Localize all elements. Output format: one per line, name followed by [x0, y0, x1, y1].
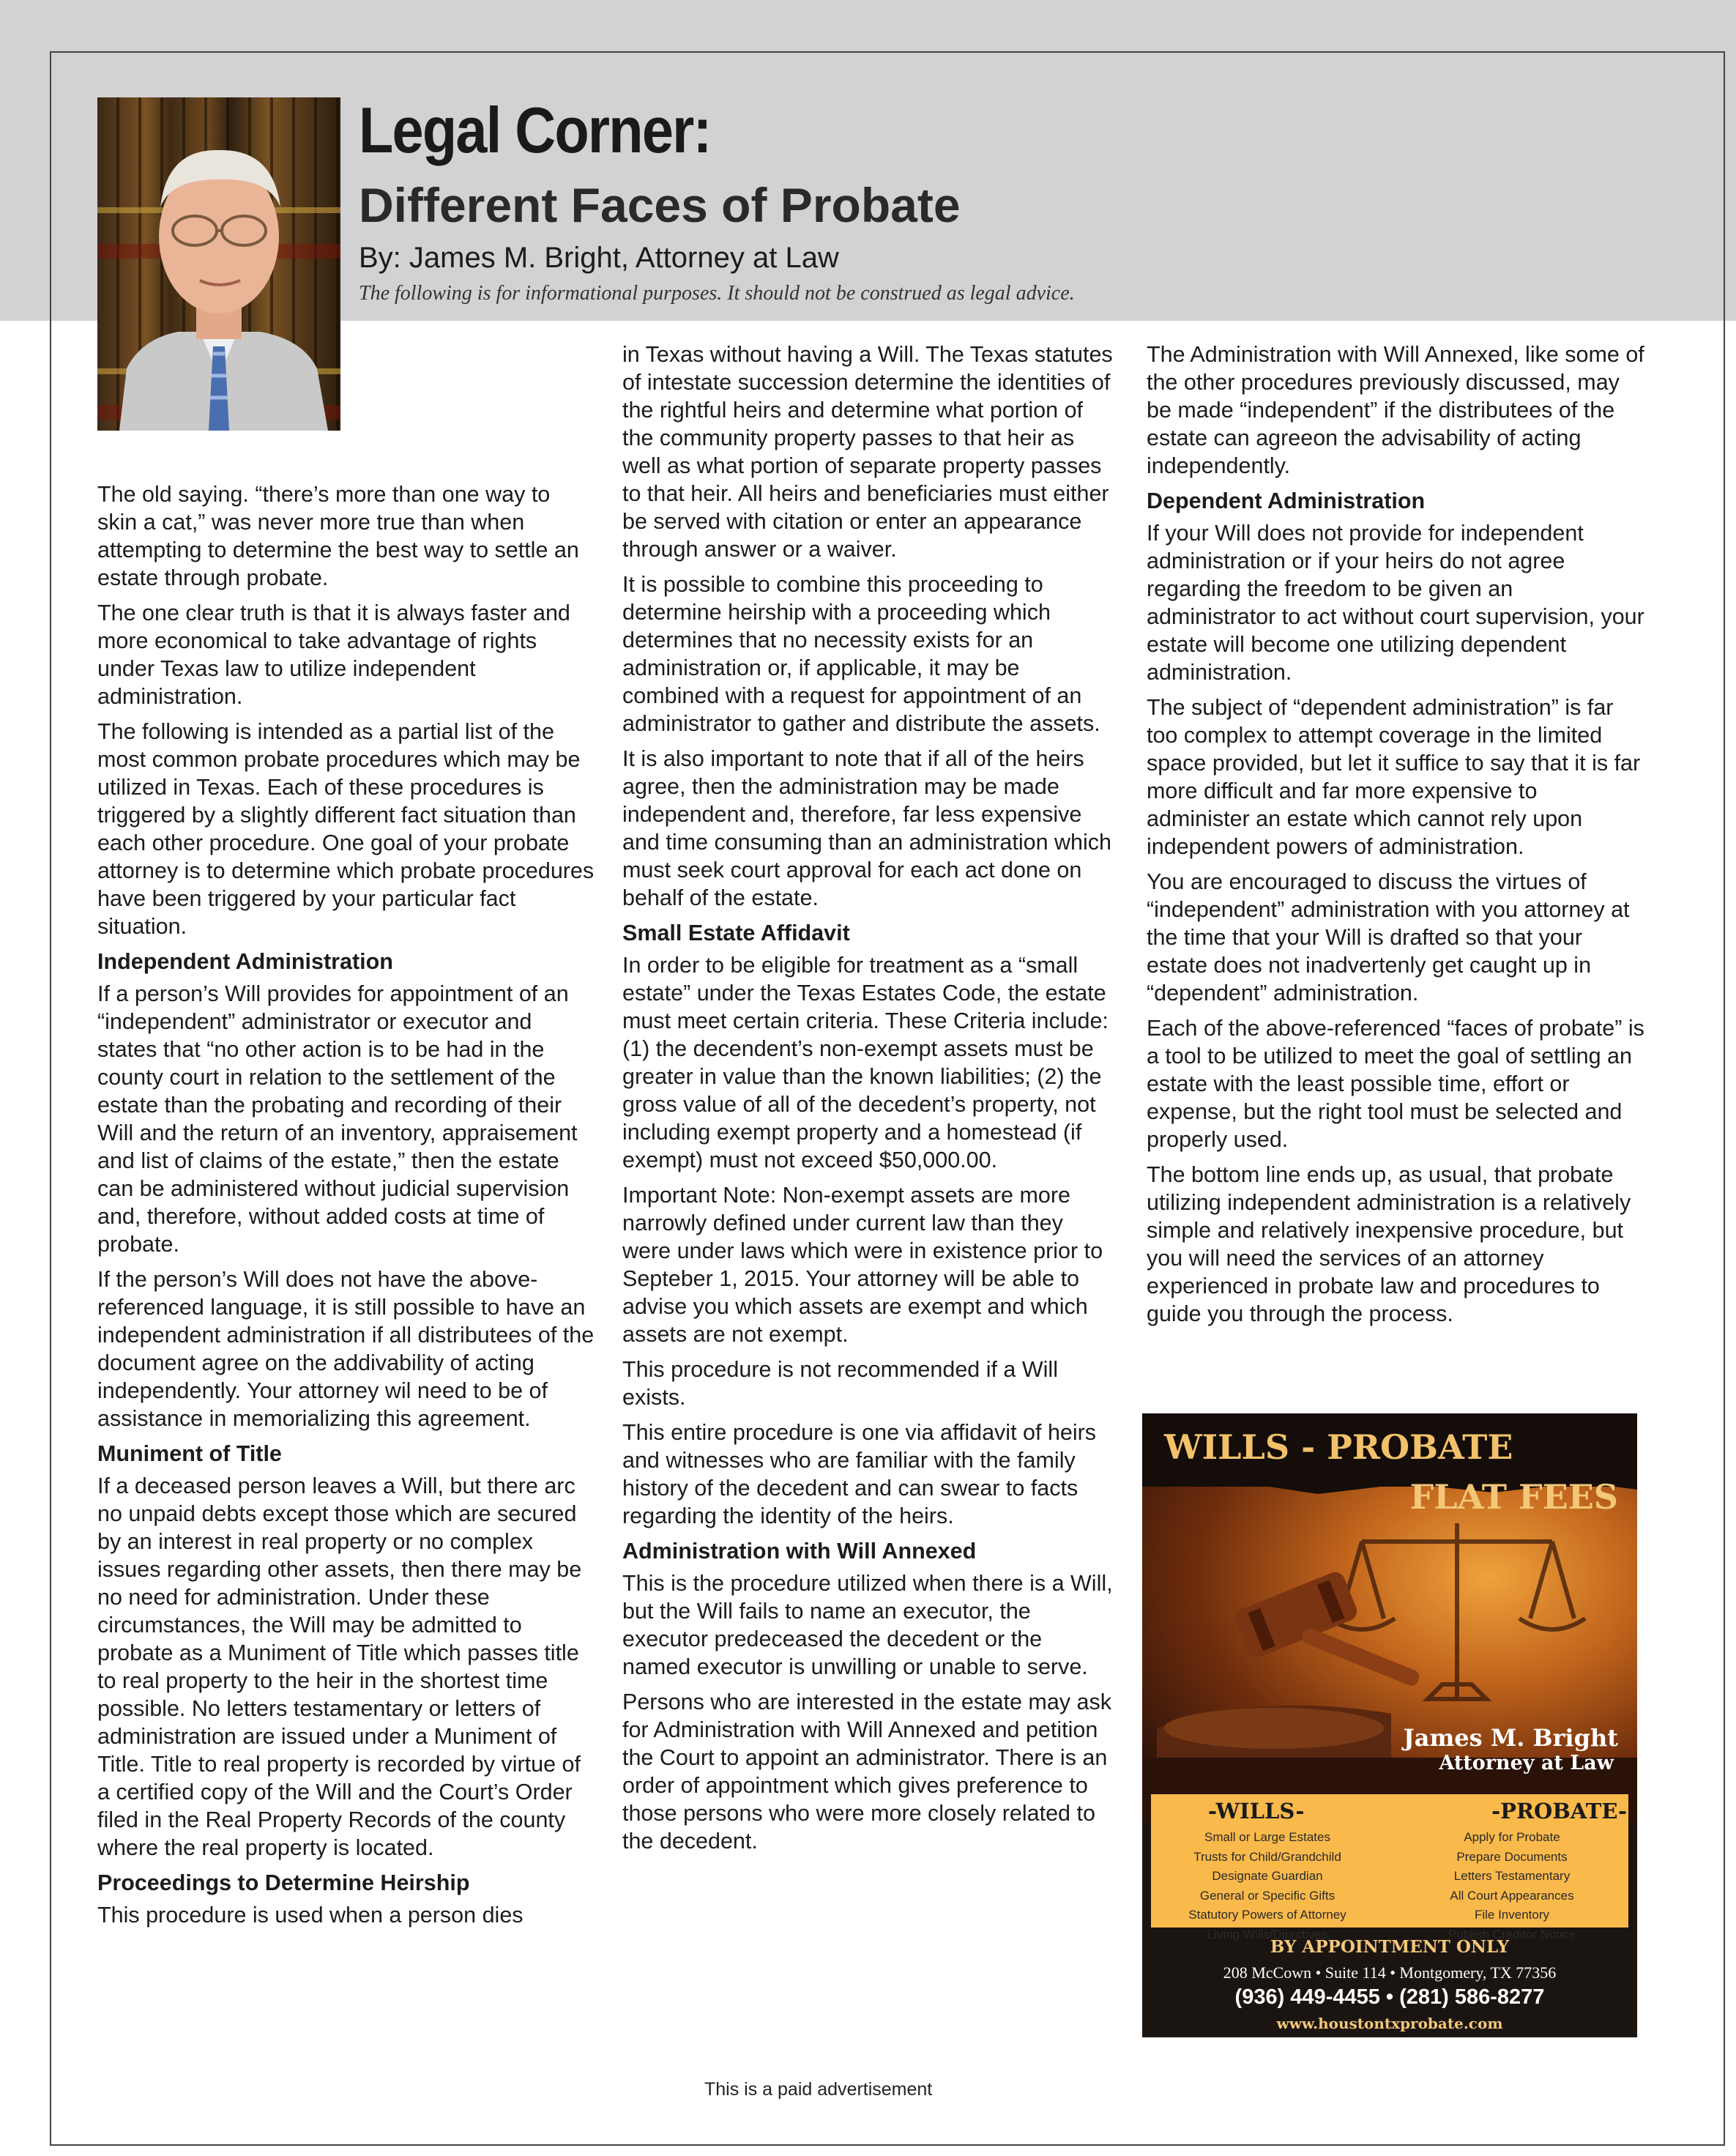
paragraph: If a person’s Will provides for appointment of an “independent” administrator or executor and states that “no other action is to be had in the county court in relation to the settlement of the estate than the probating and recording of their Will and the return of an inventory, appraisement and list of claims of the estate,” then the estate can be administered without judicial supervision and, therefore, without added costs at time of probate.	[97, 981, 578, 1257]
article-column-3	[1147, 341, 1644, 1335]
list-item: Small or Large Estates	[1204, 1830, 1330, 1844]
ad-address: 208 McCown • Suite 114 • Montgomery, TX 77356	[1223, 1963, 1557, 1982]
ad-headline: WILLS - PROBATE	[1164, 1427, 1513, 1467]
article-column-2	[622, 341, 1113, 1862]
paid-advertisement-note: This is a paid advertisement	[704, 2079, 933, 2100]
ad-website: www.houstontxprobate.com	[1276, 2015, 1503, 2032]
ad-services-panel	[1151, 1794, 1628, 1941]
paragraph: If your Will does not provide for independent administration or if your heirs do not agree regarding the freedom to be given an administrator to act without court supervision, your estate will become one utilizing dependent administration.	[1147, 521, 1644, 685]
paragraph: Persons who are interested in the estate may ask for Administration with Will Annexed and petition the Court to appoint an administrator. There is an order of appointment which gives preference to those persons who were more closely related to the decedent.	[622, 1690, 1111, 1854]
paragraph: The old saying. “there’s more than one way to skin a cat,” was never more true than when attempting to determine the best way to settle an estate through probate.	[97, 482, 579, 590]
article-column-1	[97, 480, 595, 1936]
section-heading-muniment: Muniment of Title	[97, 1441, 282, 1466]
paragraph: This entire procedure is one via affidavit of heirs and witnesses who are familiar with the family history of the decedent and can swear to facts regarding the identity of the heirs.	[622, 1420, 1097, 1528]
list-item: Designate Guardian	[1212, 1869, 1323, 1883]
ad-appointment-note: BY APPOINTMENT ONLY	[1270, 1937, 1510, 1957]
paragraph: Each of the above-referenced “faces of probate” is a tool to be utilized to meet the goal of settling an estate with the least possible time, effort or expense, but the right tool must be selected and properly used.	[1147, 1016, 1644, 1152]
section-heading-will-annexed: Administration with Will Annexed	[622, 1539, 977, 1564]
paragraph: It is also important to note that if all of the heirs agree, then the administration may be made independent and, therefore, far less expensive and time consuming than an administration which must seek court approval for each act done on behalf of the estate.	[622, 746, 1111, 910]
paragraph: This is the procedure utilized when there is a Will, but the Will fails to name an executor, the executor predeceased the decedent or the named executor is unwilling or unable to serve.	[622, 1571, 1113, 1679]
list-item: Prepare Documents	[1456, 1849, 1568, 1864]
list-item: Letters Testamentary	[1453, 1869, 1571, 1883]
gavel-icon	[1232, 1569, 1422, 1688]
ad-probate-list	[1396, 1799, 1628, 1944]
section-heading-small-estate: Small Estate Affidavit	[622, 921, 850, 945]
author-byline: By: James M. Bright, Attorney at Law	[359, 242, 839, 274]
paragraph: The bottom line ends up, as usual, that probate utilizing independent administration is a relatively simple and relatively inexpensive procedure, but you will need the services of an attorney experienced in probate law and procedures to guide you through the process.	[1147, 1162, 1631, 1326]
list-item: Statutory Powers of Attorney	[1188, 1908, 1346, 1922]
section-heading-independent: Independent Administration	[97, 949, 393, 974]
legal-disclaimer: The following is for informational purposes. It should not be construed as legal advice.	[359, 282, 1075, 305]
list-item: Apply for Probate	[1464, 1830, 1560, 1844]
probate-advertisement	[1142, 1413, 1637, 2037]
list-item: Trusts for Child/Grandchild	[1193, 1849, 1341, 1864]
list-item: Publish Creditor Notice	[1448, 1927, 1576, 1941]
paragraph: in Texas without having a Will. The Texas statutes of intestate succession determine the identities of the rightful heirs and determine what portion of the community property passes to that heir as well as what portion of separate property passes to that heir. All heirs and beneficiaries must either be served with citation or enter an appearance through answer or a waiver.	[622, 342, 1113, 562]
paragraph: Important Note: Non-exempt assets are more narrowly defined under current law than they were under laws which were in existence prior to Septeber 1, 2015. Your attorney will be able to advise you which assets are exempt and which assets are not exempt.	[622, 1183, 1103, 1347]
article-subtitle: Different Faces of Probate	[359, 178, 961, 232]
attorney-portrait-icon	[97, 97, 340, 431]
ad-attorney-role: Attorney at Law	[1439, 1752, 1614, 1774]
list-item: File Inventory	[1474, 1908, 1550, 1922]
list-item: General or Specific Gifts	[1199, 1888, 1335, 1903]
paragraph: This procedure is used when a person dies	[97, 1903, 524, 1928]
page-title: Legal Corner:	[359, 94, 711, 166]
paragraph: The Administration with Will Annexed, like some of the other procedures previously discussed, may be made “independent” if the distributees of the estate can agreeon the advisability of acting independently.	[1147, 342, 1644, 478]
ad-flat-fees: FLAT FEES	[1409, 1477, 1618, 1517]
paragraph: If a deceased person leaves a Will, but there arc no unpaid debts except those which are secured by an interest in real property or no complex issues regarding other assets, then there may be no need for administration. Under these circumstances, the Will may be admitted to probate as a Muniment of Title which passes title to real property to the heir in the shortest time possible. No letters testamentary or letters of administration are issued under a Muniment of Title. Title to real property is recorded by virtue of a certified copy of the Will and the Court’s Order filed in the Real Property Records of the county where the real property is located.	[97, 1473, 582, 1860]
section-heading-heirship: Proceedings to Determine Heirship	[97, 1870, 470, 1895]
paragraph: If the person’s Will does not have the above-referenced language, it is still possible to have an independent administration if all distributees of the document agree on the addivability of acting independently. Your attorney wil need to be of assistance in memorializing this agreement.	[97, 1267, 595, 1431]
paragraph: The subject of “dependent administration” is far too complex to attempt coverage in the limited space provided, but let it suffice to say that it is far more difficult and far more expensive to administer an estate which cannot rely upon independent powers of administration.	[1147, 695, 1641, 859]
list-item: All Court Appearances	[1450, 1888, 1574, 1903]
list-item: Living Wills/Directives	[1207, 1927, 1328, 1941]
paragraph: It is possible to combine this proceeding to determine heirship with a proceeding which determines that no necessity exists for an administration or, if applicable, it may be combined with a request for appointment of an administrator to gather and distribute the assets.	[622, 572, 1100, 736]
ad-phone: (936) 449-4455 • (281) 586-8277	[1234, 1985, 1545, 2009]
ad-wills-heading: -WILLS-	[1208, 1799, 1305, 1824]
ad-wills-list	[1151, 1799, 1384, 1944]
paragraph: The one clear truth is that it is always faster and more economical to take advantage of rights under Texas law to utilize independent administration.	[97, 601, 570, 709]
ad-attorney-name: James M. Bright	[1403, 1724, 1618, 1752]
section-heading-dependent: Dependent Administration	[1147, 488, 1426, 513]
ad-probate-heading: -PROBATE-	[1491, 1799, 1627, 1824]
paragraph: The following is intended as a partial list of the most common probate procedures which may be utilized in Texas. Each of these procedures is triggered by a slightly different fact situation than each other procedure. One goal of your probate attorney is to determine which probate procedures have been triggered by your particular fact situation.	[97, 719, 595, 939]
paragraph: In order to be eligible for treatment as a “small estate” under the Texas Estates Code, the estate must meet certain criteria. These Criteria include: (1) the decendent’s non-exempt assets must be greater in value than the known liabilities; (2) the gross value of all of the decedent’s property, not including exempt property and a homestead (if exempt) must not exceed $50,000.00.	[622, 953, 1109, 1172]
paragraph: This procedure is not recommended if a Will exists.	[622, 1357, 1058, 1410]
paragraph: You are encouraged to discuss the virtues of “independent” administration with you attorney at the time that your Will is drafted so that your estate does not inadvertenly get caught up in “dependent” administration.	[1147, 869, 1630, 1005]
attorney-photo	[97, 97, 340, 431]
